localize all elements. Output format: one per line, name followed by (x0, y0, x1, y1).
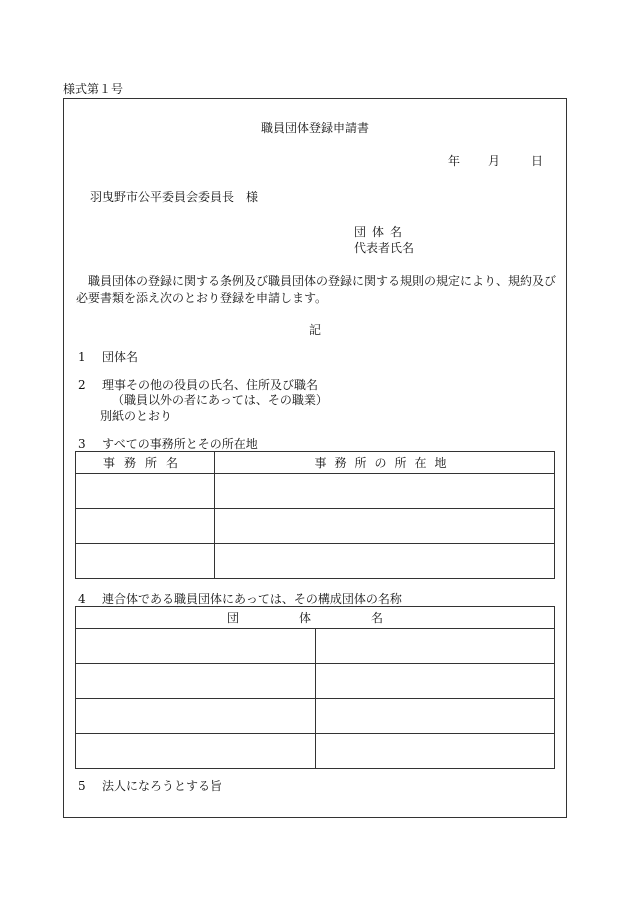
member-org-cell[interactable] (76, 699, 316, 734)
table-row (76, 699, 555, 734)
office-table-header-row (76, 452, 555, 474)
office-name-cell[interactable] (76, 509, 215, 544)
table-row (76, 509, 555, 544)
table-row (76, 474, 555, 509)
table-row (76, 629, 555, 664)
item-4 (78, 590, 402, 607)
office-name-cell[interactable] (76, 474, 215, 509)
member-org-cell[interactable] (76, 734, 316, 769)
item-3 (78, 435, 258, 452)
item-1 (78, 348, 138, 365)
office-table (75, 451, 555, 579)
member-org-cell[interactable] (315, 664, 555, 699)
office-address-header: 事務所の所在地 (215, 452, 555, 474)
item-4-label: 連合体である職員団体にあっては、その構成団体の名称 (102, 592, 402, 606)
office-name-header: 事務所名 (76, 452, 215, 474)
application-body-text: 職員団体の登録に関する条例及び職員団体の登録に関する規則の規定により、規約及び必要書類を添え次のとおり登録を申請します。 (76, 274, 557, 305)
office-address-cell[interactable] (215, 474, 555, 509)
item-1-label: 団体名 (102, 350, 139, 364)
date-month-label: 月 (488, 154, 501, 168)
member-org-cell[interactable] (315, 629, 555, 664)
item-5-number: 5 (78, 779, 86, 793)
office-address-cell[interactable] (215, 509, 555, 544)
member-org-cell[interactable] (76, 629, 316, 664)
form-title: 職員団体登録申請書 (260, 121, 369, 135)
item-5 (78, 777, 222, 794)
office-name-cell[interactable] (76, 544, 215, 579)
representative-label: 代表者氏名 (354, 241, 415, 255)
member-org-table-header-row (76, 607, 555, 629)
table-row (76, 664, 555, 699)
member-org-table (75, 606, 555, 769)
form-number: 様式第１号 (63, 82, 124, 96)
item-2-number: 2 (78, 378, 86, 392)
item-3-label: すべての事務所とその所在地 (102, 437, 258, 451)
ki-heading: 記 (308, 323, 321, 337)
member-org-cell[interactable] (76, 664, 316, 699)
item-3-number: 3 (78, 437, 86, 451)
office-address-cell[interactable] (215, 544, 555, 579)
date-year-label: 年 (448, 154, 461, 168)
member-org-cell[interactable] (315, 699, 555, 734)
item-4-number: 4 (78, 592, 86, 606)
member-org-cell[interactable] (315, 734, 555, 769)
form-frame (63, 98, 567, 818)
member-org-header: 団体名 (76, 607, 555, 629)
item-2-note: （職員以外の者にあっては、その職業） (112, 393, 328, 407)
table-row (76, 544, 555, 579)
item-5-label: 法人になろうとする旨 (102, 779, 223, 793)
item-2-attachment-note: 別紙のとおり (100, 409, 173, 423)
org-name-label: 団体名 (354, 225, 409, 239)
item-2-label: 理事その他の役員の氏名、住所及び職名 (102, 378, 319, 392)
date-day-label: 日 (531, 154, 544, 168)
addressee: 羽曳野市公平委員会委員長 様 (90, 190, 259, 204)
table-row (76, 734, 555, 769)
item-1-number: 1 (78, 350, 86, 364)
